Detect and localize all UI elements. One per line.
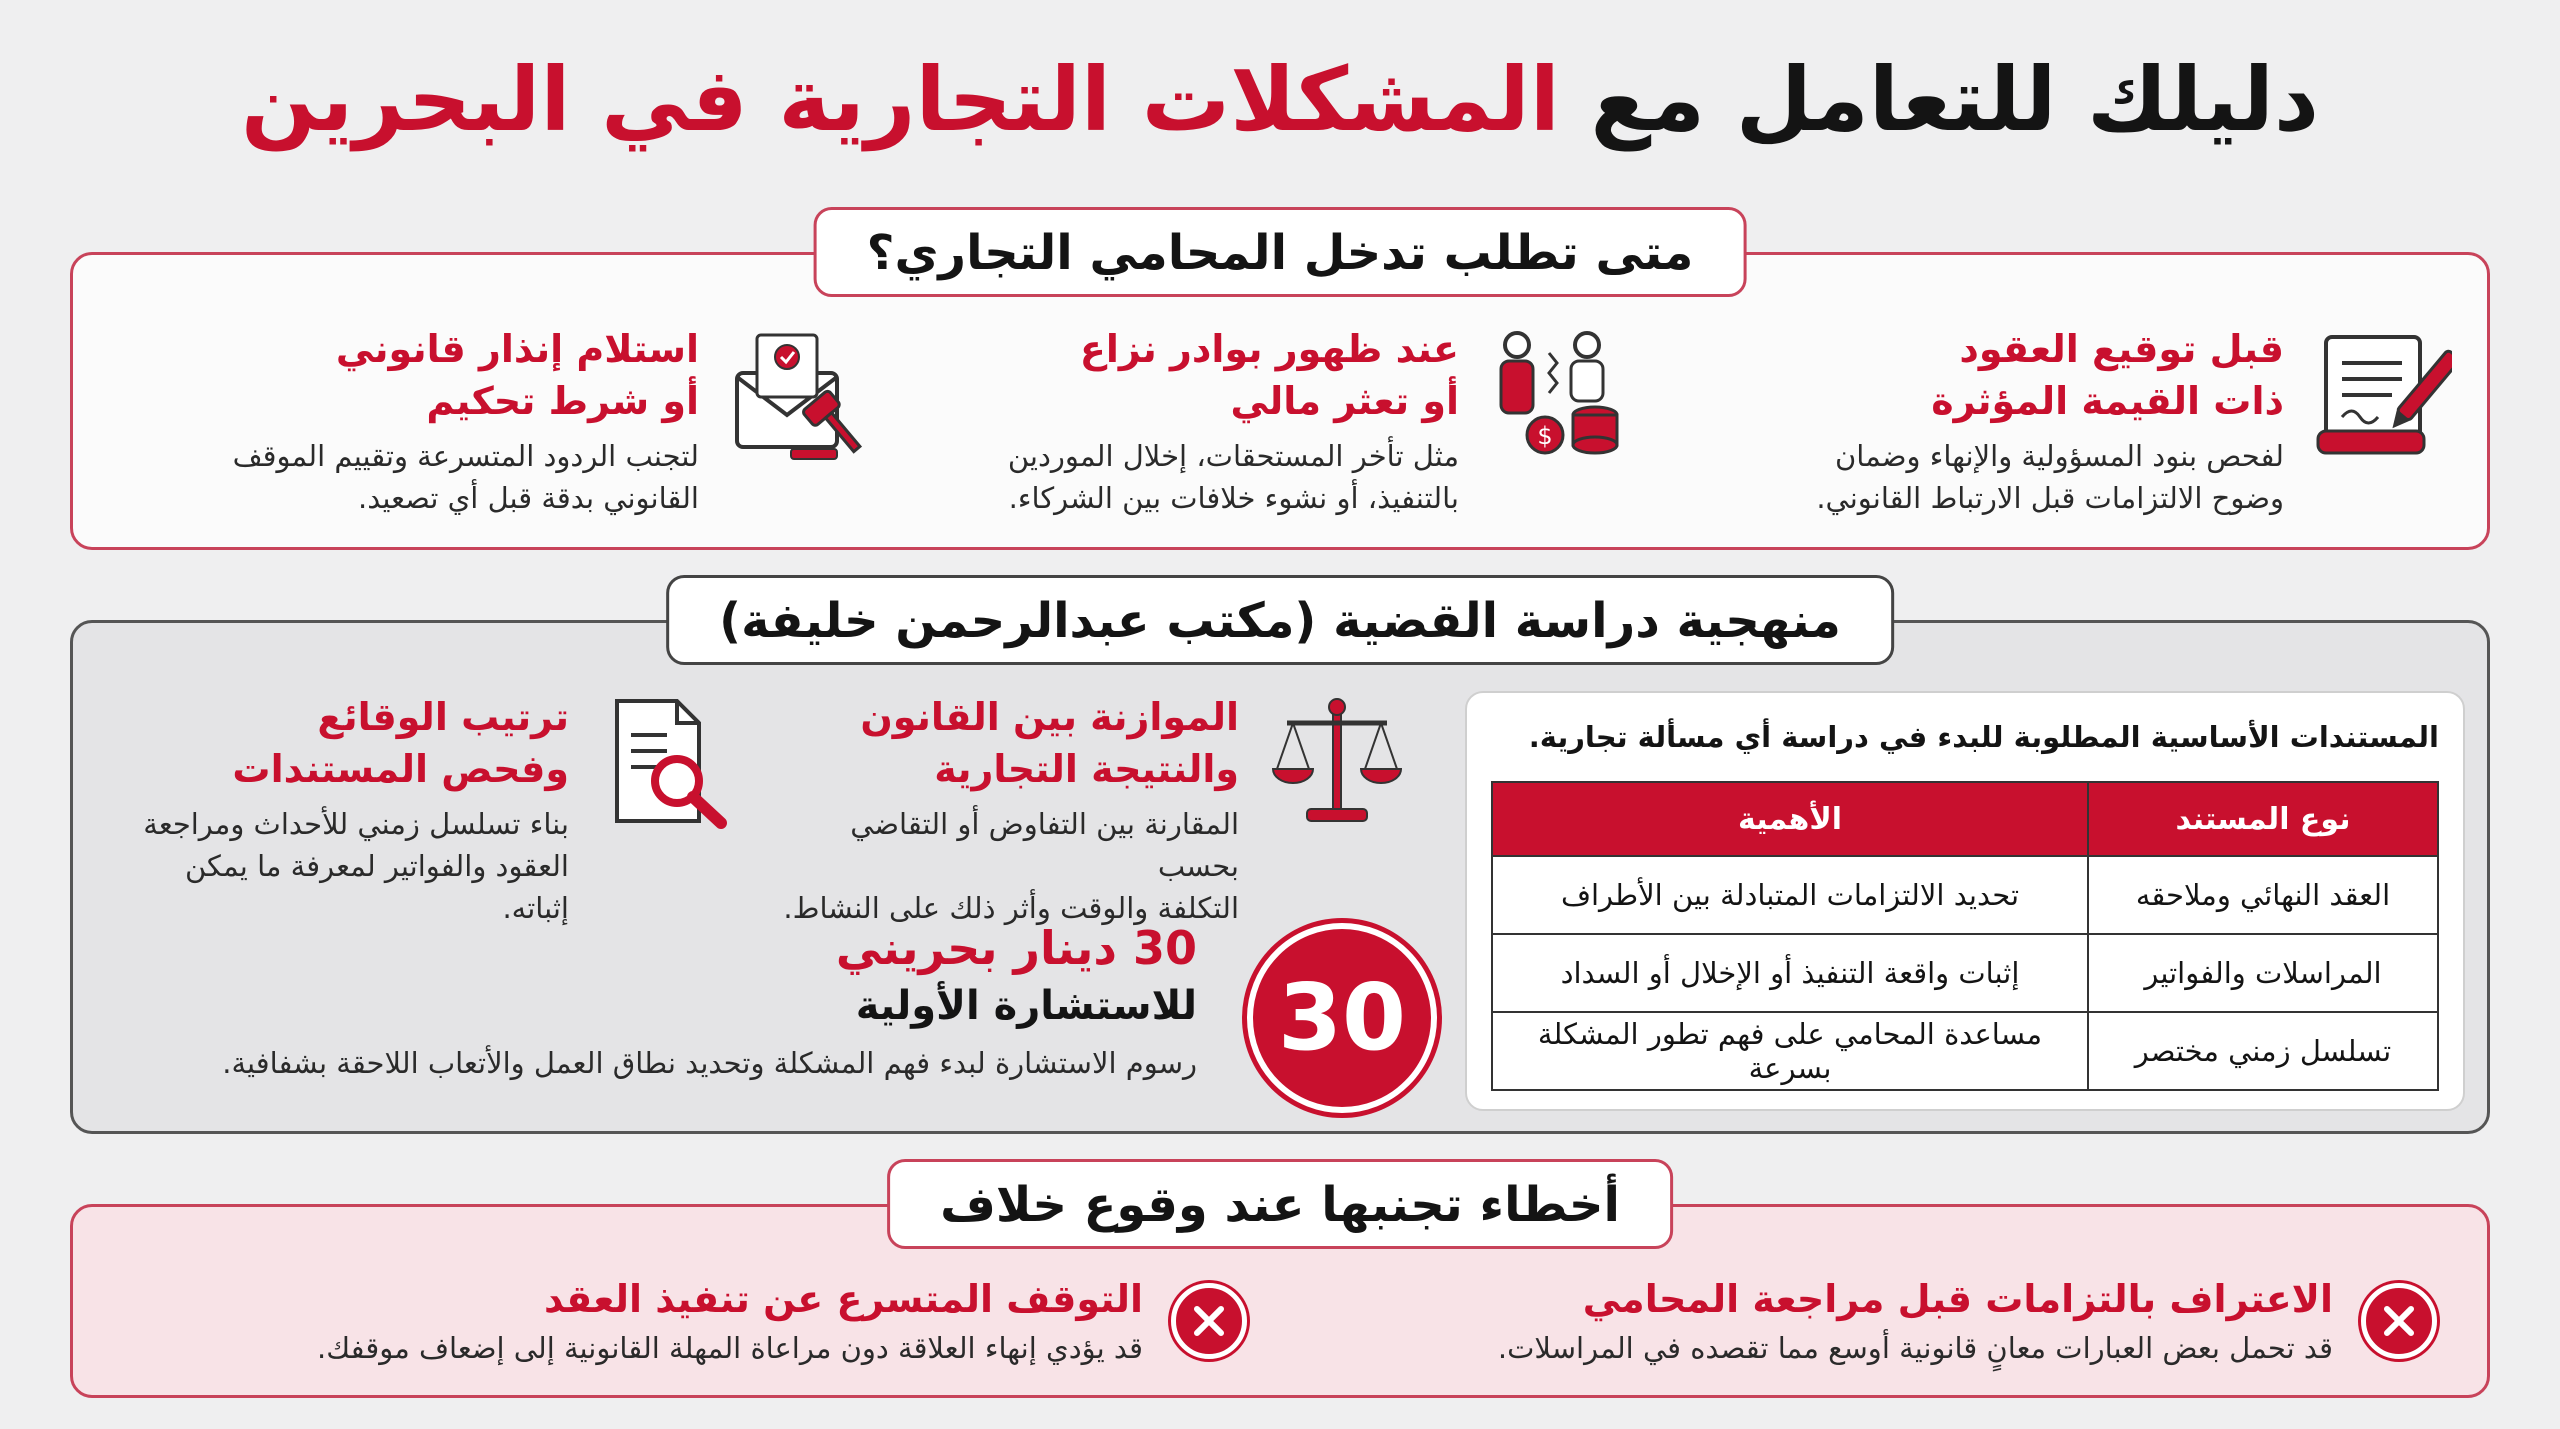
column-header-doc-type: نوع المستند [2088, 782, 2438, 856]
mistake-description: قد تحمل بعض العبارات معانٍ قانونية أوسع مما تقصده في المراسلات. [1497, 1331, 2333, 1365]
card-description: مثل تأخر المستحقات، إخلال الموردين بالتنفيذ، أو نشوء خلافات بين الشركاء. [1007, 439, 1459, 515]
card-facts-documents [117, 691, 737, 929]
table-cell: تحديد الالتزامات المتبادلة بين الأطراف [1492, 856, 2088, 934]
scales-icon [1267, 691, 1407, 831]
card-legal-notice [107, 323, 867, 519]
table-cell: المراسلات والفواتير [2088, 934, 2438, 1012]
page-title [0, 40, 2560, 160]
card-description: بناء تسلسل زمني للأحداث ومراجعة العقود والفواتير لمعرفة ما يمكن إثباته. [143, 807, 569, 925]
fee-info [97, 918, 1197, 1086]
card-description: لتجنب الردود المتسرعة وتقييم الموقف القانوني بدقة قبل أي تصعيد. [232, 439, 699, 515]
people-coins-icon [1487, 323, 1627, 463]
card-title: قبل توقيع العقود ذات القيمة المؤثرة [1931, 327, 2284, 423]
table-cell: تسلسل زمني مختصر [2088, 1012, 2438, 1090]
fee-badge: 30 [1247, 923, 1437, 1113]
card-description: لفحص بنود المسؤولية والإنهاء وضمان وضوح الالتزامات قبل الارتباط القانوني. [1816, 439, 2284, 515]
contract-pen-icon [2312, 323, 2452, 463]
card-dispute-signs [907, 323, 1627, 519]
section-heading-mistakes: أخطاء تجنبها عند وقوع خلاف [887, 1159, 1673, 1249]
table-caption: المستندات الأساسية المطلوبة للبدء في دراسة أي مسألة تجارية. [1528, 720, 2439, 754]
card-description: المقارنة بين التفاوض أو التقاضي بحسب التكلفة والوقت وأثر ذلك على النشاط. [783, 807, 1239, 925]
fee-subtitle: للاستشارة الأولية [855, 983, 1197, 1029]
table-header-row [1492, 782, 2438, 856]
documents-table [1491, 781, 2439, 1091]
table-cell: العقد النهائي وملاحقه [2088, 856, 2438, 934]
table-cell: مساعدة المحامي على فهم تطور المشكلة بسرعة [1492, 1012, 2088, 1090]
card-before-contracts [1732, 323, 2452, 519]
table-row [1492, 856, 2438, 934]
svg-text:$: $ [1537, 422, 1553, 450]
table-row [1492, 1012, 2438, 1090]
card-title: ترتيب الوقائع وفحص المستندات [232, 695, 569, 791]
mistake-title: الاعتراف بالتزامات قبل مراجعة المحامي [1582, 1277, 2333, 1321]
mistake-item [127, 1273, 1247, 1369]
section-heading-when: متى تطلب تدخل المحامي التجاري؟ [814, 207, 1747, 297]
methodology-section [70, 593, 2490, 1134]
fee-description: رسوم الاستشارة لبدء فهم المشكلة وتحديد نطاق العمل والأتعاب اللاحقة بشفافية. [222, 1046, 1197, 1080]
documents-table-box [1465, 691, 2465, 1111]
mistake-title: التوقف المتسرع عن تنفيذ العقد [543, 1277, 1143, 1321]
document-magnifier-icon [597, 691, 737, 831]
title-part-dark: دليلك للتعامل مع [1590, 48, 2320, 151]
column-header-importance: الأهمية [1492, 782, 2088, 856]
when-to-consult-section [70, 225, 2490, 550]
mistakes-section [70, 1177, 2490, 1398]
x-circle-icon [1171, 1283, 1247, 1359]
title-part-red: المشكلات التجارية في البحرين [240, 48, 1560, 151]
mistake-description: قد يؤدي إنهاء العلاقة دون مراعاة المهلة القانونية إلى إضعاف موقفك. [317, 1331, 1143, 1365]
envelope-gavel-icon [727, 323, 867, 463]
x-circle-icon [2361, 1283, 2437, 1359]
card-title: عند ظهور بوادر نزاع أو تعثر مالي [1079, 327, 1459, 423]
card-title: الموازنة بين القانون والنتيجة التجارية [860, 695, 1239, 791]
table-row [1492, 934, 2438, 1012]
mistake-item [1337, 1273, 2437, 1369]
card-title: استلام إنذار قانوني أو شرط تحكيم [335, 327, 699, 423]
card-law-vs-business [767, 691, 1407, 929]
table-cell: إثبات واقعة التنفيذ أو الإخلال أو السداد [1492, 934, 2088, 1012]
fee-title: 30 دينار بحريني [835, 921, 1197, 975]
section-heading-methodology: منهجية دراسة القضية (مكتب عبدالرحمن خليفة) [666, 575, 1894, 665]
